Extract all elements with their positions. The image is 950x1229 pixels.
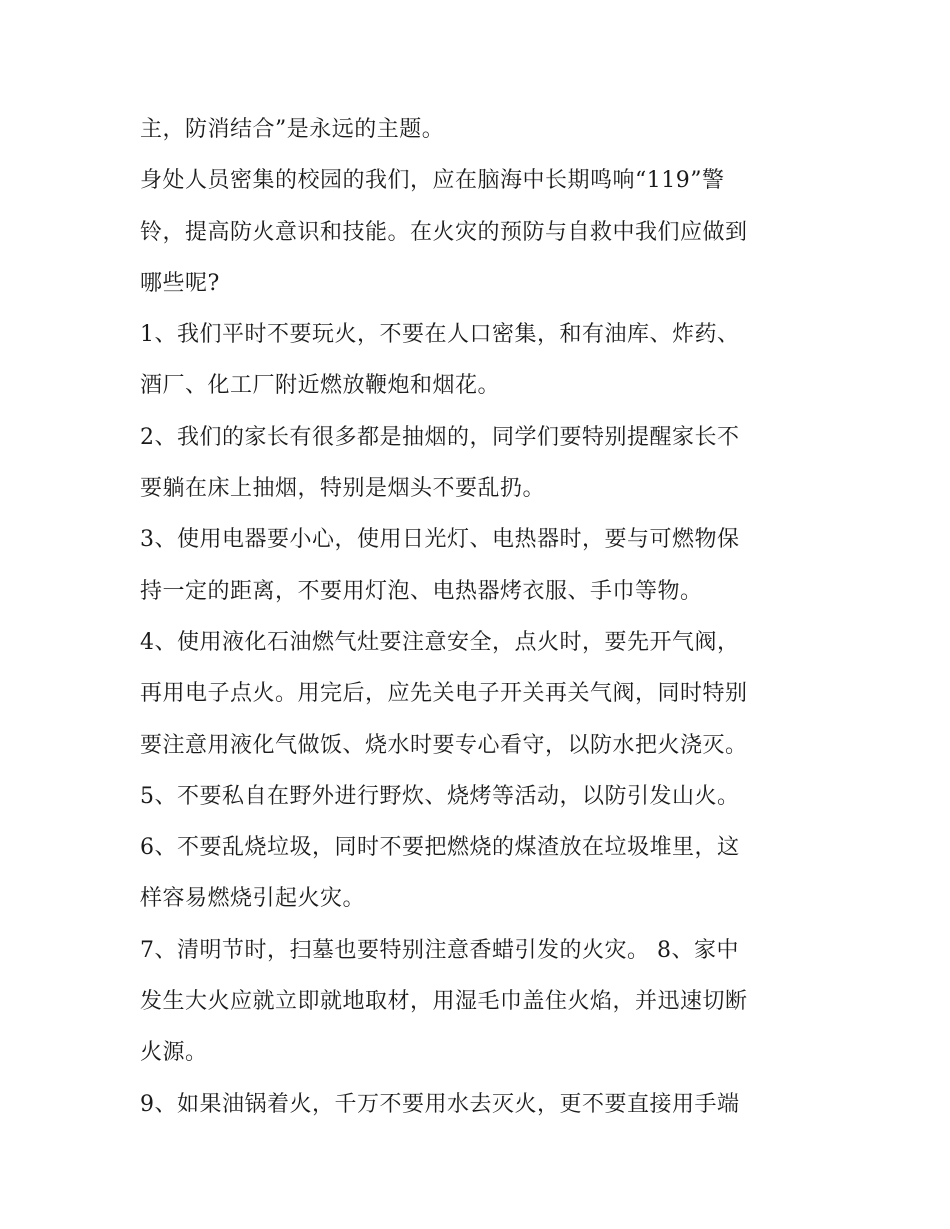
- text-line: 5、不要私自在野外进行野炊、烧烤等活动，以防引发山火。: [140, 783, 740, 809]
- text-line: 铃，提高防火意识和技能。在火灾的预防与自救中我们应做到: [140, 219, 748, 245]
- text-line: 要注意用液化气做饭、烧水时要专心看守，以防水把火浇灭。: [140, 732, 748, 758]
- text-line: 主，防消结合”是永远的主题。: [140, 117, 445, 142]
- text-line: 哪些呢?: [140, 270, 220, 296]
- text-line: 火源。: [140, 1040, 208, 1066]
- text-line: 样容易燃烧引起火灾。: [140, 886, 366, 912]
- text-line: 4、使用液化石油燃气灶要注意安全，点火时，要先开气阀，: [140, 629, 740, 655]
- text-line: 6、不要乱烧垃圾，同时不要把燃烧的煤渣放在垃圾堆里，这: [140, 835, 740, 861]
- text-line: 要躺在床上抽烟，特别是烟头不要乱扔。: [140, 476, 546, 502]
- text-line: 身处人员密集的校园的我们，应在脑海中长期鸣响“119”警: [140, 168, 725, 194]
- text-line: 9、如果油锅着火，千万不要用水去灭火，更不要直接用手端: [140, 1091, 740, 1117]
- text-line: 发生大火应就立即就地取材，用湿毛巾盖住火焰，并迅速切断: [140, 989, 748, 1015]
- text-line: 7、清明节时，扫墓也要特别注意香蜡引发的火灾。 8、家中: [140, 937, 739, 963]
- text-line: 1、我们平时不要玩火，不要在人口密集，和有油库、炸药、: [140, 322, 740, 348]
- text-line: 持一定的距离，不要用灯泡、电热器烤衣服、手巾等物。: [140, 578, 703, 604]
- text-line: 再用电子点火。用完后，应先关电子开关再关气阀，同时特别: [140, 681, 748, 707]
- text-line: 3、使用电器要小心，使用日光灯、电热器时，要与可燃物保: [140, 527, 740, 553]
- text-line: 酒厂、化工厂附近燃放鞭炮和烟花。: [140, 373, 501, 399]
- document-body: [140, 104, 830, 1130]
- text-line: 2、我们的家长有很多都是抽烟的，同学们要特别提醒家长不: [140, 424, 740, 450]
